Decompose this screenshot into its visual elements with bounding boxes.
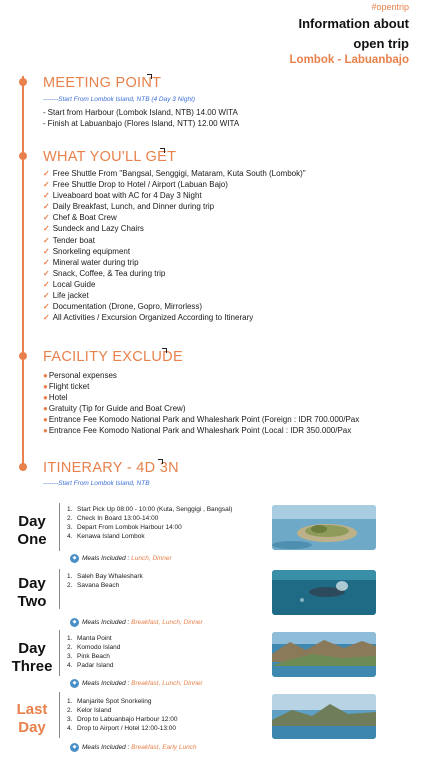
list-item: - Finish at Labuanbajo (Flores Island, NTT) 12.00 WITA (43, 119, 240, 129)
timeline-dot (19, 463, 27, 471)
list-item: 2. Check In Board 13:00-14:00 (67, 515, 159, 522)
list-item: ●Entrance Fee Komodo National Park and Whaleshark Point (Foreign : IDR 700.000/Pax (43, 415, 360, 425)
timeline-line (22, 76, 24, 470)
list-item: ✓ Life jacket (43, 291, 89, 301)
list-item: - Start from Harbour (Lombok Island, NTB) 14.00 WITA (43, 108, 238, 117)
kenawa-island-photo (272, 505, 376, 550)
list-item: ✓ Daily Breakfast, Lunch, and Dinner during trip (43, 202, 215, 212)
list-item: 4. Kenawa Island Lombok (67, 533, 145, 540)
bullet-icon: ● (43, 404, 48, 414)
list-item: 2. Komodo Island (67, 644, 121, 651)
itinerary-subline: -------Start From Lombok Island, NTB (43, 480, 150, 487)
hashtag: #opentrip (371, 2, 409, 12)
timeline-dot (19, 352, 27, 360)
corner-mark (160, 148, 165, 153)
meal-icon: ◆ (70, 618, 79, 627)
list-item: ●Hotel (43, 393, 68, 403)
bullet-icon: ● (43, 382, 48, 392)
day-one-list (67, 505, 232, 541)
list-item: 1. Manjarite Spot Snorkeling (67, 698, 152, 705)
list-item: 1. Saleh Bay Whaleshark (67, 573, 143, 580)
day-divider (59, 569, 60, 609)
meal-icon: ◆ (70, 554, 79, 563)
list-item: ✓ Chef & Boat Crew (43, 213, 117, 223)
meeting-point-subline: -------Start From Lombok Island, NTB (4 Day 3 Night) (43, 96, 196, 103)
list-item: ✓ Free Shuttle From "Bangsal, Senggigi, Mataram, Kuta South (Lombok)" (43, 169, 306, 178)
check-icon: ✓ (43, 235, 50, 245)
itinerary-title: ITINERARY - 4D 3N (43, 460, 179, 476)
list-item: ✓ Local Guide (43, 279, 96, 289)
corner-mark (147, 74, 152, 79)
bullet-icon: ● (43, 415, 48, 425)
meeting-point-title: MEETING POINT (43, 75, 162, 91)
list-item: ✓ Snack, Coffee, & Tea during trip (43, 268, 166, 278)
check-icon: ✓ (43, 291, 50, 301)
list-item: 4. Drop to Airport / Hotel 12:00-13:00 (67, 725, 177, 732)
meeting-point-list (43, 107, 239, 129)
check-icon: ✓ (43, 180, 50, 190)
day-three-meals: Meals Included : Breakfast, Lunch, Dinner (82, 680, 203, 687)
bullet-icon: ● (43, 426, 48, 436)
day-one-meals: Meals Included : Lunch, Dinner (82, 555, 172, 562)
meal-icon: ◆ (70, 679, 79, 688)
list-item: ✓ Mineral water during trip (43, 257, 139, 267)
list-item: 3. Depart From Lombok Harbour 14:00 (67, 524, 182, 531)
facility-exclude-title: FACILITY EXCLUDE (43, 349, 183, 365)
day-divider (59, 692, 60, 738)
page-title: Information about open trip (298, 16, 409, 51)
check-icon: ✓ (43, 213, 50, 223)
check-icon: ✓ (43, 268, 50, 278)
check-icon: ✓ (43, 257, 50, 267)
list-item: ●Personal expenses (43, 371, 117, 380)
list-item: ✓ All Activities / Excursion Organized According to Itinerary (43, 313, 254, 323)
list-item: ●Entrance Fee Komodo National Park and Whaleshark Point (Local : IDR 350.000/Pax (43, 426, 352, 436)
list-item: ✓ Tender boat (43, 235, 95, 245)
list-item: ✓ Free Shuttle Drop to Hotel / Airport (Labuan Bajo) (43, 180, 228, 190)
whaleshark-photo (272, 570, 376, 615)
corner-mark (158, 459, 163, 464)
kelor-island-photo (272, 694, 376, 739)
list-item: 2. Savana Beach (67, 582, 120, 589)
list-item: 1. Start Pick Up 08:00 - 10:00 (Kuta, Senggigi , Bangsal) (67, 506, 233, 513)
excluded-list (43, 370, 359, 437)
bullet-icon: ● (43, 371, 48, 380)
last-day-meals: Meals Included : Breakfast, Early Lunch (82, 744, 197, 751)
timeline-dot (19, 152, 27, 160)
list-item: ●Flight ticket (43, 382, 90, 392)
list-item: ✓ Snorkeling equipment (43, 246, 131, 256)
day-divider (59, 503, 60, 551)
list-item: 1. Manta Point (67, 635, 112, 642)
check-icon: ✓ (43, 169, 50, 178)
list-item: ✓ Liveaboard boat with AC for 4 Day 3 Night (43, 191, 202, 201)
day-two-meals: Meals Included : Breakfast, Lunch, Dinner (82, 619, 203, 626)
list-item: ✓ Documentation (Drone, Gopro, Mirrorless) (43, 302, 203, 312)
check-icon: ✓ (43, 313, 50, 323)
day-three-list (67, 634, 120, 670)
included-list (43, 168, 306, 323)
timeline-dot (19, 78, 27, 86)
list-item: 4. Padar Island (67, 662, 114, 669)
list-item: 2. Kelor Island (67, 707, 112, 714)
last-day-label: Last Day (16, 701, 48, 736)
day-divider (59, 630, 60, 676)
list-item: 3. Pink Beach (67, 653, 110, 660)
day-one-label: Day One (17, 513, 47, 548)
check-icon: ✓ (43, 224, 50, 234)
check-icon: ✓ (43, 279, 50, 289)
padar-island-photo (272, 632, 376, 677)
day-three-label: Day Three (11, 640, 53, 675)
check-icon: ✓ (43, 191, 50, 201)
day-two-label: Day Two (17, 575, 47, 610)
list-item: 3. Drop to Labuanbajo Harbour 12:00 (67, 716, 178, 723)
meal-icon: ◆ (70, 743, 79, 752)
day-two-list (67, 572, 143, 590)
corner-mark (162, 348, 167, 353)
route-subtitle: Lombok - Labuanbajo (289, 54, 409, 66)
what-you-get-title: WHAT YOU'LL GET (43, 149, 177, 165)
last-day-list (67, 697, 177, 733)
list-item: ●Gratuity (Tip for Guide and Boat Crew) (43, 404, 186, 414)
check-icon: ✓ (43, 302, 50, 312)
check-icon: ✓ (43, 246, 50, 256)
list-item: ✓ Sundeck and Lazy Chairs (43, 224, 144, 234)
bullet-icon: ● (43, 393, 48, 403)
check-icon: ✓ (43, 202, 50, 212)
